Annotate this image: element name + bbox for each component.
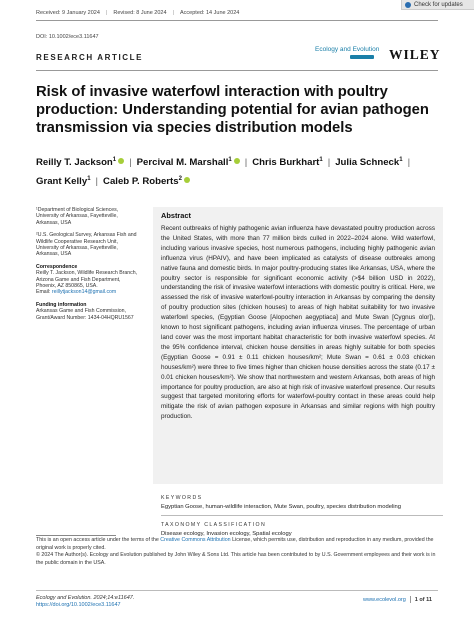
orcid-icon[interactable] <box>184 177 190 183</box>
journal-logo: Ecology and Evolution <box>315 46 380 53</box>
correspondence-text: Reilly T. Jackson, Wildlife Research Branch, Arizona Game and Fish Department, Phoenix, AZ 850865, USA. <box>36 270 138 290</box>
keywords-divider <box>161 515 443 516</box>
keywords-heading: KEYWORDS <box>161 495 203 501</box>
article-title: Risk of invasive waterfowl interaction with poultry production: Understanding potential for avian pathogen transmission via species distribution models <box>36 84 429 136</box>
keywords-text: Egyptian Goose, human-wildlife interaction, Mute Swan, poultry, species distribution modeling <box>161 504 401 510</box>
author[interactable]: Percival M. Marshall$^1$ <box>137 157 240 168</box>
header-divider <box>36 20 438 21</box>
doi[interactable]: DOI: 10.1002/ece3.11647 <box>36 34 99 40</box>
affiliation: ²U.S. Geological Survey, Arkansas Fish and Wildlife Cooperative Research Unit, University of Arkansas, Fayetteville, Arkansas, USA <box>36 232 137 258</box>
check-for-updates-button[interactable] <box>401 0 474 10</box>
open-access-badge <box>350 55 374 59</box>
email-link[interactable]: reillytjackson14@gmail.com <box>51 289 117 296</box>
license-notice: This is an open access article under the terms of the Creative Commons Attribution License, which permits use, distribution and reproduction in any medium, provided the original work is properly cited. © 2024 The Author(s). Ecology and Evolution published by John Wiley & Sons Ltd. This article has been contributed to by U.S. Government employees and their work is in the public domain in the USA. <box>36 537 436 566</box>
funding-heading: Funding information <box>36 301 87 308</box>
journal-site-link[interactable]: www.ecolevol.org <box>363 596 406 603</box>
abstract-heading: Abstract <box>161 211 191 220</box>
revised-date: Revised: 8 June 2024 <box>113 10 167 16</box>
page-footer-divider <box>36 590 438 591</box>
correspondence <box>36 264 138 296</box>
orcid-icon[interactable] <box>118 158 124 164</box>
accepted-date: Accepted: 14 June 2024 <box>180 10 240 16</box>
citation <box>36 595 134 610</box>
taxonomy-heading: TAXONOMY CLASSIFICATION <box>161 522 267 528</box>
affiliation: ¹Department of Biological Sciences, University of Arkansas, Fayetteville, Arkansas, USA <box>36 207 119 226</box>
page-number-block <box>363 596 432 603</box>
page-separator <box>410 596 411 603</box>
check-updates-label: Check for updates <box>414 1 463 8</box>
author[interactable]: Reilly T. Jackson$^1$ <box>36 157 124 168</box>
abstract-box <box>153 207 443 484</box>
date-separator: | <box>172 10 174 16</box>
date-separator: | <box>105 10 108 16</box>
funding <box>36 302 138 321</box>
orcid-icon[interactable] <box>234 158 240 164</box>
article-info-column <box>36 207 138 327</box>
email-label: Email: <box>36 289 51 296</box>
article-dates <box>36 10 239 16</box>
author[interactable]: Caleb P. Roberts$^2$ <box>103 176 190 187</box>
funding-text: Arkansas Game and Fish Commission, Grant/Award Number: 1434-04HQRU1567 <box>36 308 134 321</box>
received-date: Received: 9 January 2024 <box>36 10 100 16</box>
footnote-divider <box>36 535 116 536</box>
license-link[interactable]: Creative Commons Attribution <box>160 537 231 543</box>
page-number: 1 of 11 <box>414 596 432 603</box>
citation-doi-link[interactable]: https://doi.org/10.1002/ece3.11647 <box>36 602 121 609</box>
keywords-section <box>161 489 443 537</box>
citation-journal: Ecology and Evolution. 2024;14:e11647. <box>36 595 135 601</box>
correspondence-heading: Correspondence <box>36 263 78 270</box>
publisher-logo: WILEY <box>389 47 441 62</box>
author[interactable]: Grant Kelly$^1$ <box>36 176 91 187</box>
author[interactable]: Chris Burkhart$^1$ <box>252 157 323 168</box>
update-icon <box>405 2 411 8</box>
section-divider <box>36 70 438 71</box>
taxonomy-text: Disease ecology, Invasion ecology, Spatial ecology <box>161 531 292 537</box>
section-label: RESEARCH ARTICLE <box>36 53 144 62</box>
copyright-line: © 2024 The Author(s). Ecology and Evolution published by John Wiley & Sons Ltd. This article has been contributed to by U.S. Government employees and their work is in the public domain in the USA. <box>36 552 436 566</box>
abstract-text: Recent outbreaks of highly pathogenic avian influenza have devastated poultry production across the United States, with more than 77 million birds culled in 2022–2024 alone. Wild waterfowl, including various invasive species, host numerous pathogens, including highly pathogenic avian influenza virus (HPAIV), and have been implicated as catalysts of disease outbreaks among native fauna and domestic birds. In major poultry-producing states like Arkansas, USA, where the poultry sector is responsible for significant economic activity (>$4 billion USD in 2022), understanding the risk of invasive waterfowl interactions with domestic poultry is critical. Here, we assessed the risk of invasive waterfowl-poultry interaction in Arkansas by comparing the density of poultry production sites (chicken houses) to areas of high habitat suitability for two invasive waterfowl species, (Egyptian Goose [Alopochen aegyptiaca] and Mute Swan [Cygnus olor]), known to host significant pathogens, including avian influenza viruses. The percentage of urban land cover was the most important habitat characteristic for both invasive waterfowl species. At the 95% confidence interval, chicken house densities in areas highly suitable for both species (Egyptian Goose = 0.91 ± 0.11 chicken houses/km²; Mute Swan = 0.61 ± 0.03 chicken houses/km²) were three to five times higher than chicken house densities across the state (0.17 ± 0.01 chicken houses/km²). We show that northwestern and western Arkansas, both areas of high importance for poultry production, are also at high risk of invasive waterfowl presence. Our results suggest that targeted monitoring efforts for waterfowl-poultry contact in these areas could help mitigate the risk of avian pathogen exposure in Arkansas and similar regions with high poultry production. <box>161 225 435 421</box>
author[interactable]: Julia Schneck$^1$ <box>335 157 403 168</box>
author-list: Reilly T. Jackson$^1$ | Percival M. Marshall$^1$ | Chris Burkhart$^1$ | Julia Schneck$^1$ | Grant Kelly$^1$ | Caleb P. Roberts$^2$ <box>36 157 411 187</box>
